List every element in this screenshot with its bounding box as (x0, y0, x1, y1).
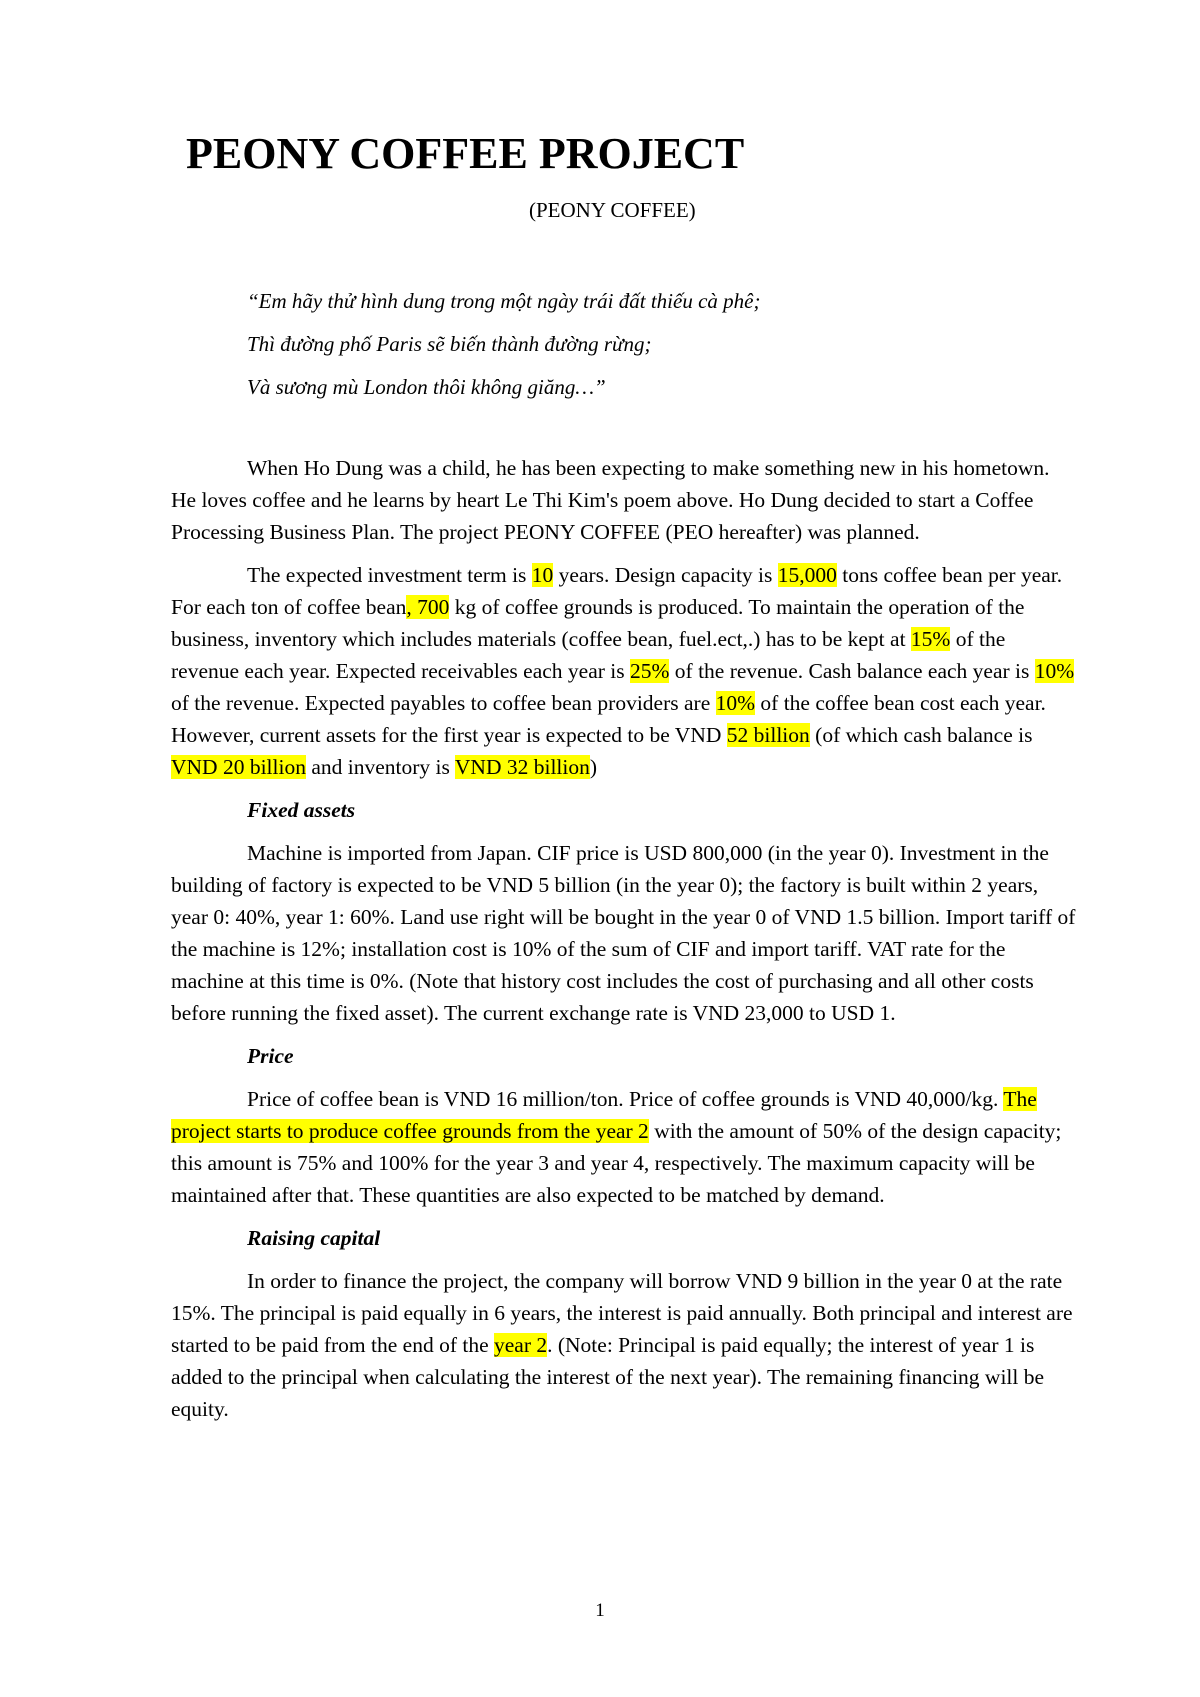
highlighted-value: 10 (531, 563, 554, 587)
poem-line: Và sương mù London thôi không giăng…” (247, 375, 606, 399)
text-run: with the amount of 50% of the design capacity; this amount is 75% and 100% for the year 3 and year 4, respectively. The maximum capacity will be maintained after that. These quantities are also expected to be matched by demand. (171, 1119, 1062, 1207)
poem-quote (247, 280, 760, 409)
highlighted-sentence: The project starts to produce coffee grounds from the year 2 (171, 1087, 1037, 1143)
highlighted-value: VND 20 billion (171, 755, 306, 779)
section-heading-fixed-assets: Fixed assets (247, 798, 356, 822)
poem-line: Thì đường phố Paris sẽ biến thành đường rừng; (247, 332, 652, 356)
highlighted-value: 10% (1034, 659, 1075, 683)
text-run: In order to finance the project, the company will borrow VND 9 billion in the year 0 at the rate 15%. The principal is paid equally in 6 years, the interest is paid annually. Both principal and interest are started to be paid from the end of the (171, 1269, 1073, 1357)
text-run: . (Note: Principal is paid equally; the interest of year 1 is added to the principal when calculating the interest of the next year). The remaining financing will be equity. (171, 1333, 1045, 1421)
section-heading-raising-capital: Raising capital (247, 1226, 381, 1250)
intro-paragraph: When Ho Dung was a child, he has been expecting to make something new in his hometown. He loves coffee and he learns by heart Le Thi Kim's poem above. Ho Dung decided to start a Coffee Processing Business Plan. The project PEONY COFFEE (PEO hereafter) was planned. (171, 456, 1050, 544)
text-run: of the revenue. Cash balance each year is (669, 659, 1035, 683)
highlighted-value: 52 billion (726, 723, 810, 747)
highlighted-value: year 2 (494, 1333, 548, 1357)
text-run: tons coffee bean per year. For each ton of coffee bean (171, 563, 1063, 619)
highlighted-value: 25% (630, 659, 670, 683)
highlighted-value: 15,000 (777, 563, 837, 587)
text-run: and inventory is (305, 755, 455, 779)
page-number: 1 (595, 1600, 605, 1621)
text-run: of the coffee bean cost each year. However, current assets for the first year is expected to be VND (171, 691, 1046, 747)
page-subtitle: (PEONY COFFEE) (529, 198, 696, 222)
price-paragraph (171, 1083, 1076, 1211)
document-body (171, 452, 1076, 1436)
page-title: PEONY COFFEE PROJECT (186, 129, 745, 178)
text-run: (of which cash balance is (809, 723, 1033, 747)
poem-line: “Em hãy thử hình dung trong một ngày trái đất thiếu cà phê; (247, 289, 761, 313)
text-run: Price of coffee bean is VND 16 million/ton. Price of coffee grounds is VND 40,000/kg. (247, 1087, 1004, 1111)
text-run: years. Design capacity is (553, 563, 778, 587)
raising-capital-paragraph (171, 1265, 1076, 1425)
text-run: ) (589, 755, 598, 779)
highlighted-value: 10% (715, 691, 756, 715)
text-run: of the revenue. Expected payables to coffee bean providers are (171, 691, 716, 715)
highlighted-value: 15% (910, 627, 951, 651)
investment-paragraph (171, 559, 1076, 783)
text-run: of the revenue each year. Expected receivables each year is (171, 627, 1006, 683)
highlighted-value: VND 32 billion (454, 755, 590, 779)
text-run: kg of coffee grounds is produced. To maintain the operation of the business, inventory which includes materials (coffee bean, fuel.ect,.) has to be kept at (171, 595, 1025, 651)
section-heading-price: Price (247, 1044, 294, 1068)
fixed-assets-paragraph: Machine is imported from Japan. CIF price is USD 800,000 (in the year 0). Investment in the building of factory is expected to be VND 5 billion (in the year 0); the factory is built within 2 years, year 0: 40%, year 1: 60%. Land use right will be bought in the year 0 of VND 1.5 billion. Import tariff of the machine is 12%; installation cost is 10% of the sum of CIF and import tariff. VAT rate for the machine at this time is 0%. (Note that history cost includes the cost of purchasing and all other costs before running the fixed asset). The current exchange rate is VND 23,000 to USD 1. (171, 841, 1076, 1025)
highlighted-value: , 700 (406, 595, 450, 619)
text-run: The expected investment term is (247, 563, 532, 587)
